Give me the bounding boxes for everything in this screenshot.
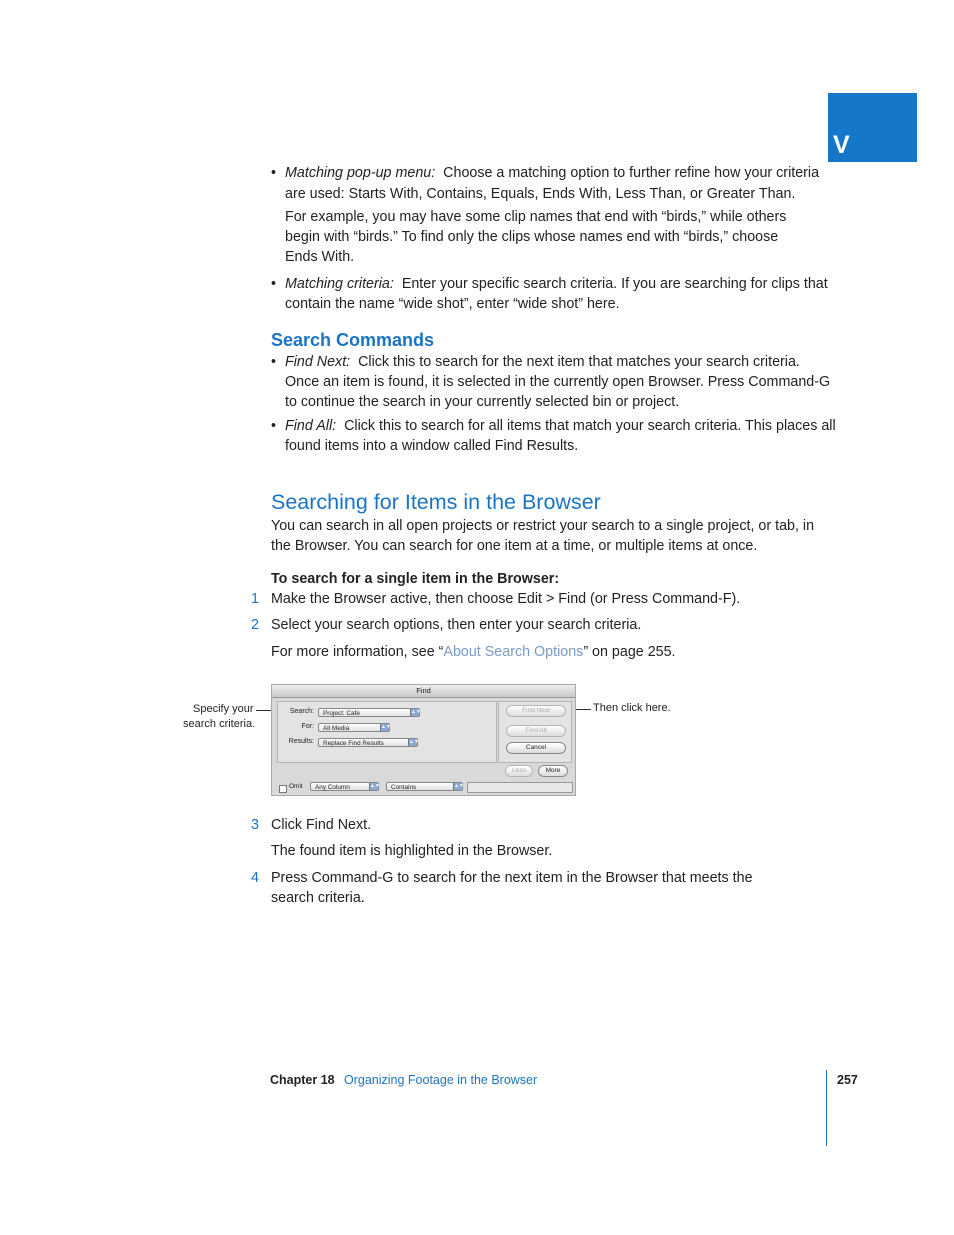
example-line-1: For example, you may have some clip names that end with “birds,” while others	[285, 209, 787, 225]
callout-left-1: Specify your	[193, 703, 254, 715]
omit-checkbox[interactable]	[279, 785, 287, 793]
find-all-desc: Find All: Click this to search for all items that match your search criteria. This places all	[285, 418, 836, 434]
popup-arrow-icon: ▲▼	[370, 783, 380, 789]
popup-arrow-icon: ▲▼	[454, 783, 464, 789]
step-number: 4	[251, 870, 259, 886]
search-popup[interactable]: Project: Cafe ▲▼	[318, 708, 420, 717]
step-number: 1	[251, 591, 259, 607]
find-all-desc-2: found items into a window called Find Results.	[285, 438, 579, 454]
search-options-panel	[277, 701, 497, 763]
task-heading: To search for a single item in the Browser:	[271, 571, 560, 587]
step-number: 2	[251, 617, 259, 633]
find-all-button[interactable]: Find All	[506, 725, 566, 737]
bullet-dot: •	[271, 418, 277, 434]
section-heading: Searching for Items in the Browser	[271, 490, 601, 514]
cancel-button[interactable]: Cancel	[506, 742, 566, 754]
criteria-field[interactable]	[467, 782, 573, 793]
bullet-dot: •	[271, 276, 277, 292]
bullet-dot: •	[271, 165, 277, 181]
step-4: Press Command-G to search for the next item in the Browser that meets the	[271, 870, 753, 886]
chapter-tab	[828, 93, 917, 162]
example-line-3: Ends With.	[285, 249, 355, 265]
more-info: For more information, see “About Search Options” on page 255.	[271, 644, 676, 660]
for-label: For:	[301, 723, 314, 730]
bullet-matching-criteria-cont: contain the name “wide shot”, enter “wide shot” here.	[285, 296, 620, 312]
section-intro-2: the Browser. You can search for one item at a time, or multiple items at once.	[271, 538, 758, 554]
bullet-matching-popup-cont: are used: Starts With, Contains, Equals, Ends With, Less Than, or Greater Than.	[285, 186, 796, 202]
omit-label: Omit	[289, 783, 303, 790]
more-button[interactable]: More	[538, 765, 568, 777]
match-popup[interactable]: Contains ▲▼	[386, 782, 463, 791]
section-intro-1: You can search in all open projects or restrict your search to a single project, or tab, in	[271, 518, 815, 534]
step-1: Make the Browser active, then choose Edit > Find (or Press Command-F).	[271, 591, 741, 607]
results-popup[interactable]: Replace Find Results ▲▼	[318, 738, 418, 747]
bullet-matching-popup: Matching pop-up menu: Choose a matching option to further refine how your criteria	[285, 165, 820, 181]
popup-arrow-icon: ▲▼	[411, 709, 421, 715]
footer-rule	[826, 1070, 827, 1146]
chapter-tab-label: V	[833, 131, 850, 159]
example-line-2: begin with “birds.” To find only the clips whose names end with “birds,” choose	[285, 229, 779, 245]
find-next-desc-2: Once an item is found, it is selected in the currently open Browser. Press Command-G	[285, 374, 831, 390]
step-4-cont: search criteria.	[271, 890, 365, 906]
about-search-options-link[interactable]: About Search Options	[443, 644, 584, 660]
step-3: Click Find Next.	[271, 817, 372, 833]
step-2: Select your search options, then enter your search criteria.	[271, 617, 642, 633]
callout-left-2: search criteria.	[183, 718, 256, 730]
footer-title: Organizing Footage in the Browser	[344, 1073, 538, 1087]
column-popup[interactable]: Any Column ▲▼	[310, 782, 379, 791]
search-label: Search:	[289, 708, 314, 715]
dialog-title: Find	[272, 685, 575, 698]
step-number: 3	[251, 817, 259, 833]
bullet-matching-criteria: Matching criteria: Enter your specific search criteria. If you are searching for clips that	[285, 276, 828, 292]
find-next-desc-3: to continue the search in your currently selected bin or project.	[285, 394, 680, 410]
search-commands-heading: Search Commands	[271, 330, 435, 350]
callout-right: Then click here.	[593, 702, 671, 714]
search-buttons-panel	[498, 701, 572, 763]
for-popup[interactable]: All Media ▲▼	[318, 723, 390, 732]
popup-arrow-icon: ▲▼	[381, 724, 391, 730]
found-text: The found item is highlighted in the Browser.	[271, 843, 553, 859]
find-next-button[interactable]: Find Next	[506, 705, 566, 717]
page-number: 257	[837, 1073, 858, 1087]
find-next-desc: Find Next: Click this to search for the next item that matches your search criteria.	[285, 354, 800, 370]
less-button[interactable]: Less	[505, 765, 533, 777]
bullet-dot: •	[271, 354, 277, 370]
results-label: Results:	[288, 738, 314, 745]
callout-line-left	[256, 710, 272, 711]
find-dialog	[271, 684, 576, 796]
popup-arrow-icon: ▲▼	[409, 739, 419, 745]
footer-chapter: Chapter 18	[270, 1073, 335, 1087]
